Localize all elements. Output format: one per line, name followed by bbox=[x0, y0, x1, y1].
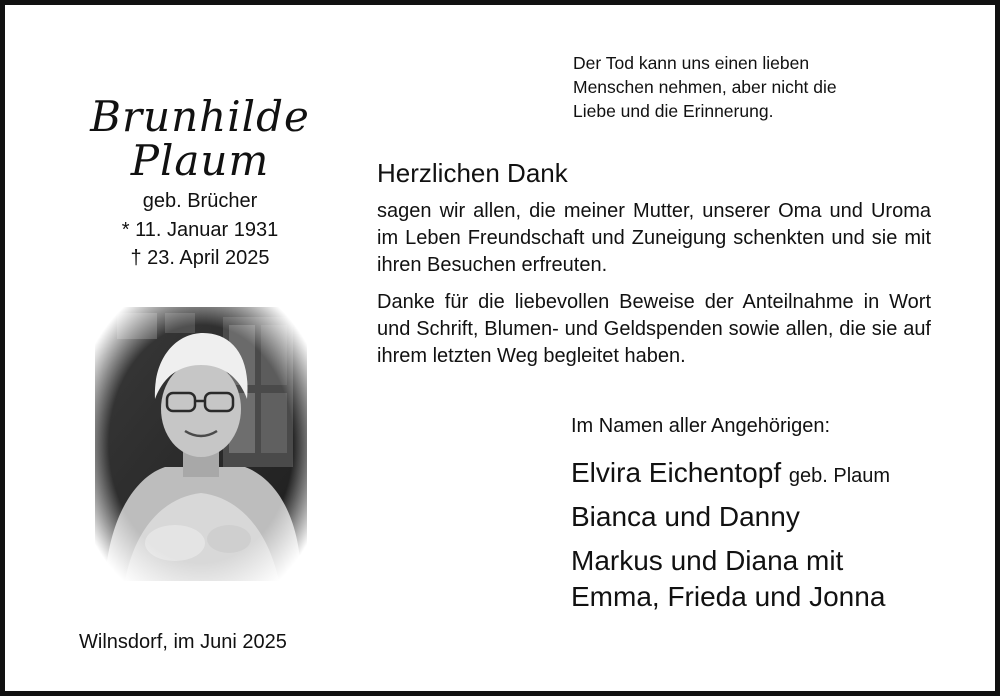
portrait-photo bbox=[95, 307, 307, 581]
deceased-died-date: † 23. April 2025 bbox=[130, 247, 270, 269]
quote-line: Menschen nehmen, aber nicht die bbox=[573, 77, 837, 97]
memorial-quote bbox=[573, 51, 933, 123]
thanks-heading: Herzlichen Dank bbox=[377, 158, 568, 188]
deceased-born-date: * 11. Januar 1931 bbox=[121, 219, 279, 241]
deceased-birth-name: geb. Brücher bbox=[142, 190, 258, 212]
family1-name: Elvira Eichentopf bbox=[571, 457, 782, 488]
thanks-paragraph-1: sagen wir allen, die meiner Mutter, unserer Oma und Uroma im Leben Freundschaft und Zuneigung schenkten und sie mit ihren Besuchen erfreuten. bbox=[377, 200, 931, 276]
quote-line: Der Tod kann uns einen lieben bbox=[573, 53, 810, 73]
thanks-paragraph-2: Danke für die liebevollen Beweise der Anteilnahme in Wort und Schrift, Blumen- und Geldspenden sowie allen, die sie auf ihrem letzten Weg begleitet haben. bbox=[377, 291, 931, 367]
signature-intro: Im Namen aller Angehörigen: bbox=[571, 415, 831, 437]
family-line-3: Markus und Diana mit bbox=[571, 545, 844, 576]
place-and-date: Wilnsdorf, im Juni 2025 bbox=[79, 631, 287, 653]
quote-line: Liebe und die Erinnerung. bbox=[573, 101, 774, 121]
family-line-2: Bianca und Danny bbox=[571, 501, 800, 532]
deceased-first-name: Brunhilde bbox=[90, 92, 310, 141]
family1-note: geb. Plaum bbox=[788, 465, 891, 487]
family-line-4: Emma, Frieda und Jonna bbox=[571, 581, 886, 612]
family-line-1 bbox=[571, 455, 890, 494]
deceased-last-name: Plaum bbox=[130, 136, 270, 185]
